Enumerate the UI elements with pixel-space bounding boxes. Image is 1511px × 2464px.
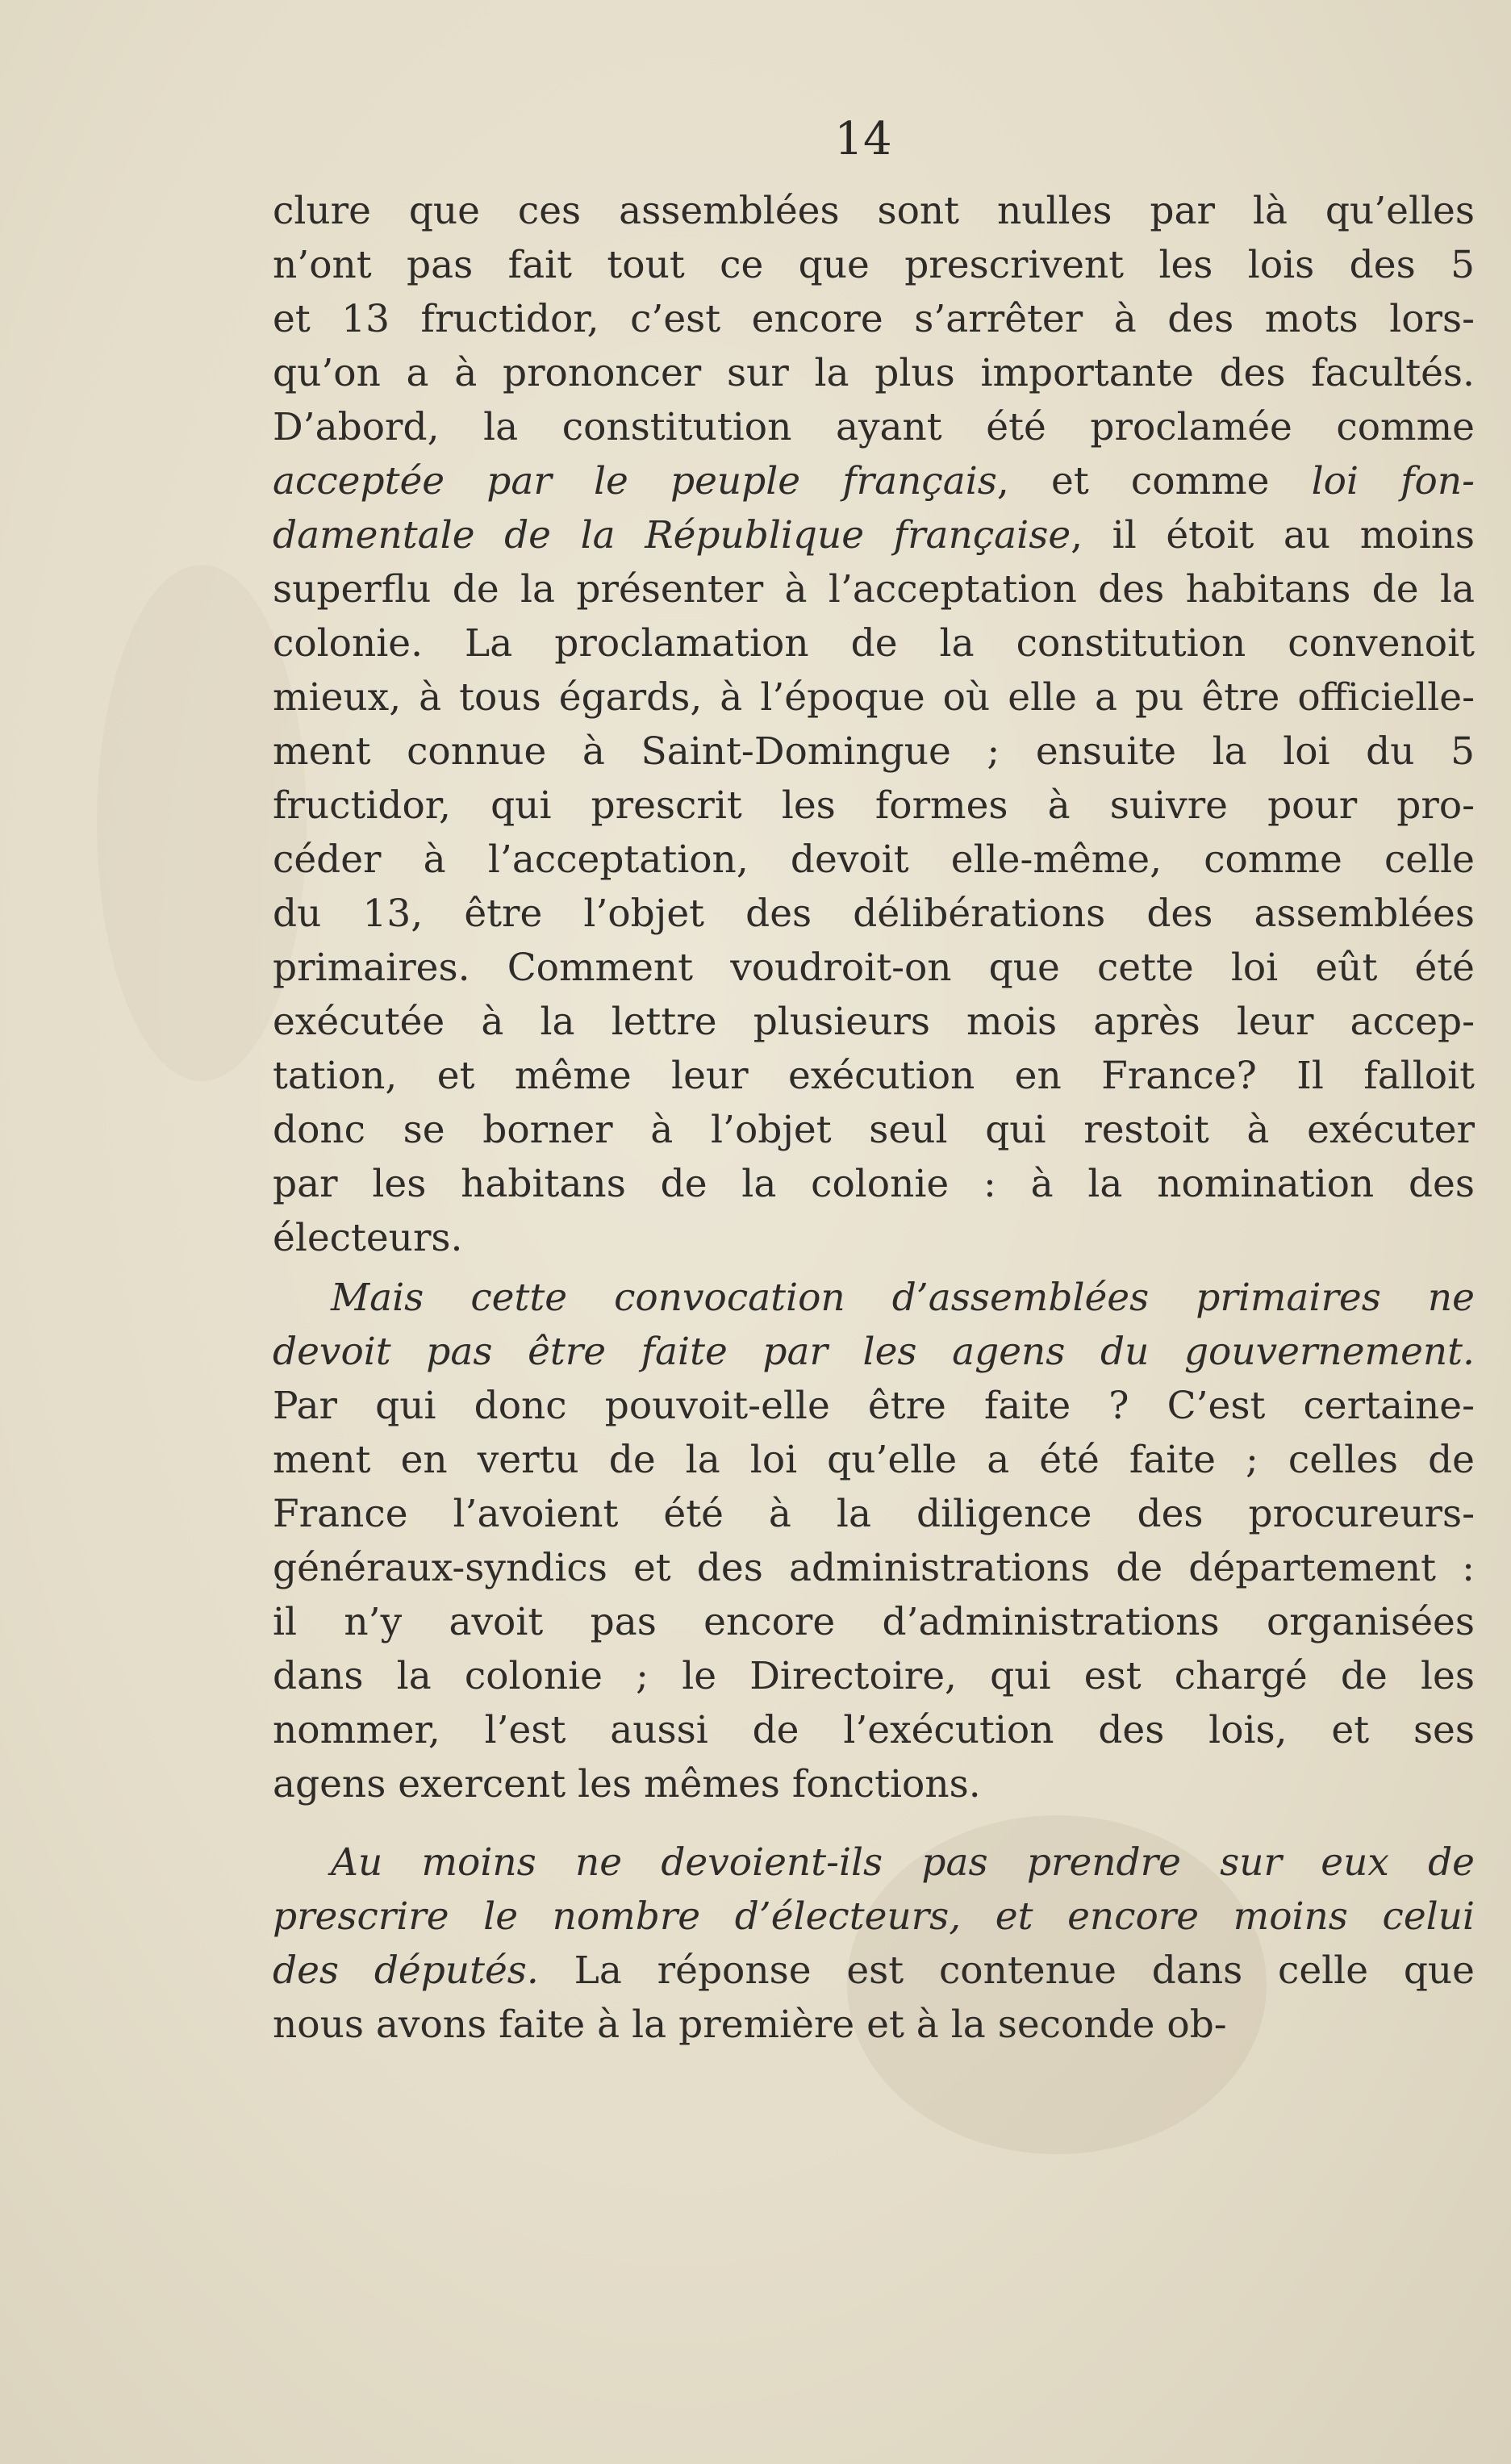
italic-text: loi fon- bbox=[1311, 459, 1475, 503]
text-line bbox=[273, 454, 1475, 508]
text-line bbox=[273, 941, 1475, 995]
paragraph-3 bbox=[273, 1835, 1475, 2052]
text-line bbox=[273, 292, 1475, 346]
text-line bbox=[273, 508, 1475, 562]
text-run: fructidor, qui prescrit les formes à suivre pour pro- bbox=[273, 783, 1475, 828]
italic-text: Mais cette convocation d’assemblées primaires ne bbox=[331, 1276, 1475, 1320]
text-run: électeurs. bbox=[273, 1216, 463, 1260]
text-line bbox=[273, 1325, 1475, 1379]
text-line bbox=[273, 670, 1475, 725]
text-line bbox=[273, 1379, 1475, 1433]
text-line bbox=[273, 1944, 1475, 1998]
paragraph-2 bbox=[273, 1271, 1475, 1811]
text-run: exécutée à la lettre plusieurs mois après leur accep- bbox=[273, 1000, 1475, 1044]
text-run: ment en vertu de la loi qu’elle a été faite ; celles de bbox=[273, 1438, 1475, 1482]
text-line bbox=[273, 1487, 1475, 1541]
text-run: colonie. La proclamation de la constitution convenoit bbox=[273, 621, 1475, 666]
text-line bbox=[273, 779, 1475, 833]
text-line bbox=[273, 725, 1475, 779]
text-line bbox=[273, 1595, 1475, 1649]
text-run: mieux, à tous égards, à l’époque où elle a pu être officielle- bbox=[273, 675, 1475, 720]
text-line bbox=[273, 1271, 1475, 1325]
text-run: du 13, être l’objet des délibérations des assemblées bbox=[273, 892, 1475, 936]
text-line bbox=[273, 1890, 1475, 1944]
text-run: dans la colonie ; le Directoire, qui est chargé de les bbox=[273, 1654, 1475, 1698]
text-run: superflu de la présenter à l’acceptation des habitans de la bbox=[273, 567, 1475, 612]
text-run: nous avons faite à la première et à la seconde ob- bbox=[273, 2003, 1227, 2047]
italic-text: acceptée par le peuple français bbox=[273, 459, 997, 503]
text-line bbox=[273, 995, 1475, 1049]
text-run: Par qui donc pouvoit-elle être faite ? C’est certaine- bbox=[273, 1384, 1475, 1428]
italic-text: devoit pas être faite par les agens du gouvernement. bbox=[273, 1330, 1475, 1374]
text-line bbox=[273, 346, 1475, 400]
italic-text: des députés. bbox=[273, 1948, 539, 1993]
text-line bbox=[273, 562, 1475, 616]
text-run: tation, et même leur exécution en France? Il falloit bbox=[273, 1054, 1475, 1098]
paragraph-1 bbox=[273, 184, 1475, 1265]
text-line bbox=[273, 1541, 1475, 1595]
text-line bbox=[273, 400, 1475, 454]
text-run: céder à l’acceptation, devoit elle-même, comme celle bbox=[273, 837, 1475, 882]
text-run: nommer, l’est aussi de l’exécution des lois, et ses bbox=[273, 1708, 1475, 1752]
italic-text: prescrire le nombre d’électeurs, et encore moins celui bbox=[273, 1894, 1475, 1939]
text-line bbox=[273, 238, 1475, 292]
text-run: par les habitans de la colonie : à la nomination des bbox=[273, 1162, 1475, 1206]
text-run: La réponse est contenue dans celle que bbox=[538, 1948, 1475, 1993]
text-line bbox=[273, 616, 1475, 670]
page-number: 14 bbox=[834, 113, 892, 165]
text-line bbox=[273, 1211, 1475, 1265]
text-line bbox=[273, 887, 1475, 941]
text-run: primaires. Comment voudroit-on que cette loi eût été bbox=[273, 946, 1475, 990]
text-line bbox=[273, 833, 1475, 887]
text-run: donc se borner à l’objet seul qui restoit à exécuter bbox=[273, 1108, 1475, 1152]
text-line bbox=[273, 1433, 1475, 1487]
text-run: il n’y avoit pas encore d’administrations organisées bbox=[273, 1600, 1475, 1644]
text-run: généraux-syndics et des administrations de département : bbox=[273, 1546, 1475, 1590]
text-line bbox=[273, 1103, 1475, 1157]
text-line bbox=[273, 184, 1475, 238]
text-line bbox=[273, 1835, 1475, 1890]
text-line bbox=[273, 1049, 1475, 1103]
text-line bbox=[273, 1157, 1475, 1211]
text-run: ment connue à Saint-Domingue ; ensuite la loi du 5 bbox=[273, 729, 1475, 774]
text-line bbox=[273, 1757, 1475, 1811]
text-run: , il étoit au moins bbox=[1071, 513, 1475, 558]
text-run: et 13 fructidor, c’est encore s’arrêter à des mots lors- bbox=[273, 297, 1475, 341]
text-line bbox=[273, 1649, 1475, 1703]
text-run: , et comme bbox=[996, 459, 1312, 503]
text-run: n’ont pas fait tout ce que prescrivent les lois des 5 bbox=[273, 243, 1475, 287]
text-run: D’abord, la constitution ayant été proclamée comme bbox=[273, 405, 1475, 449]
italic-text: damentale de la République française bbox=[273, 513, 1071, 558]
text-run: qu’on a à prononcer sur la plus importante des facultés. bbox=[273, 351, 1475, 395]
text-run: clure que ces assemblées sont nulles par là qu’elles bbox=[273, 189, 1475, 233]
italic-text: Au moins ne devoient-ils pas prendre sur eux de bbox=[331, 1840, 1475, 1885]
text-line bbox=[273, 1703, 1475, 1757]
text-run: France l’avoient été à la diligence des procureurs- bbox=[273, 1492, 1475, 1536]
text-run: agens exercent les mêmes fonctions. bbox=[273, 1762, 981, 1806]
text-line bbox=[273, 1998, 1475, 2052]
